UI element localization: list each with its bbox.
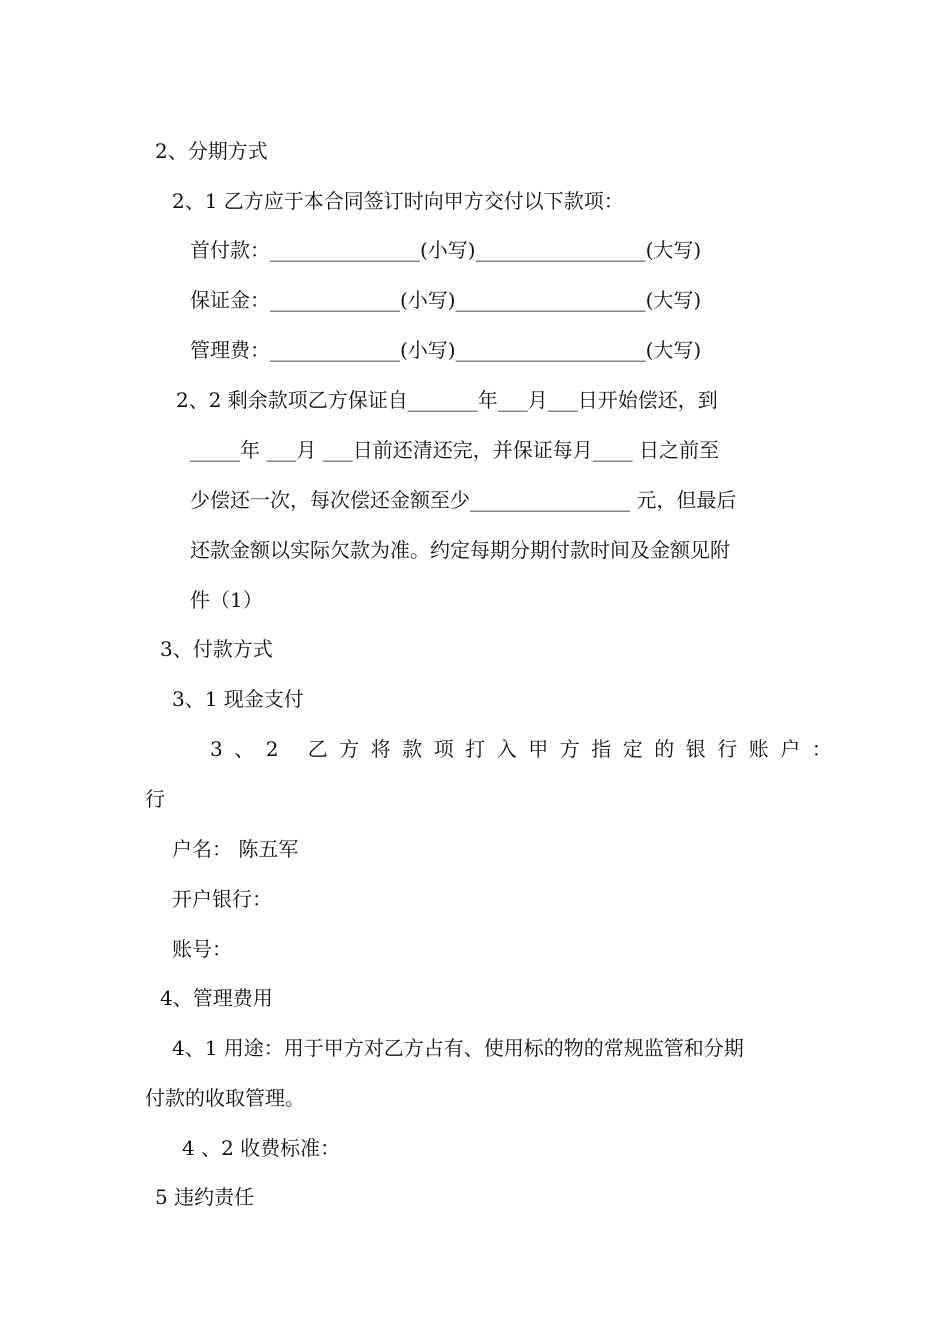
clause-4-1-line2: 付款的收取管理。 — [145, 1086, 305, 1110]
clause-3-2-line1: 3、2 乙方将款项打入甲方指定的银行账户： — [210, 737, 844, 761]
section3-heading: 3、付款方式 — [160, 637, 273, 661]
management-fee-line: 管理费：_____________(小写)___________________(大写) — [190, 338, 702, 362]
deposit-line: 保证金：_____________(小写)___________________(大写) — [190, 288, 702, 312]
clause-2-2-line4: 还款金额以实际欠款为准。约定每期分期付款时间及金额见附 — [190, 538, 730, 562]
clause-2-2-line3: 少偿还一次，每次偿还金额至少________________ 元，但最后 — [190, 488, 737, 512]
clause-2-2-line1: 2、2 剩余款项乙方保证自_______年___月___日开始偿还，到 — [176, 388, 718, 412]
account-number: 账号： — [172, 937, 232, 961]
clause-3-1: 3、1 现金支付 — [172, 687, 304, 711]
clause-2-2-line5: 件（1） — [190, 588, 263, 612]
section2-heading: 2、分期方式 — [155, 139, 268, 163]
section5-heading: 5 违约责任 — [155, 1185, 255, 1209]
clause-2-1: 2、1 乙方应于本合同签订时向甲方交付以下款项： — [172, 189, 624, 213]
clause-2-2-line2: _____年 ___月 ___日前还清还完，并保证每月____ 日之前至 — [190, 438, 720, 462]
clause-4-2: 4 、2 收费标准： — [182, 1136, 341, 1160]
clause-3-2-line2: 行 — [145, 787, 165, 811]
clause-4-1-line1: 4、1 用途：用于甲方对乙方占有、使用标的物的常规监管和分期 — [172, 1036, 744, 1060]
section4-heading: 4、管理费用 — [160, 986, 273, 1010]
bank-name: 开户银行： — [172, 887, 272, 911]
account-name: 户名： 陈五军 — [172, 837, 299, 861]
down-payment-line: 首付款：_______________(小写)_________________(大写) — [190, 238, 702, 262]
